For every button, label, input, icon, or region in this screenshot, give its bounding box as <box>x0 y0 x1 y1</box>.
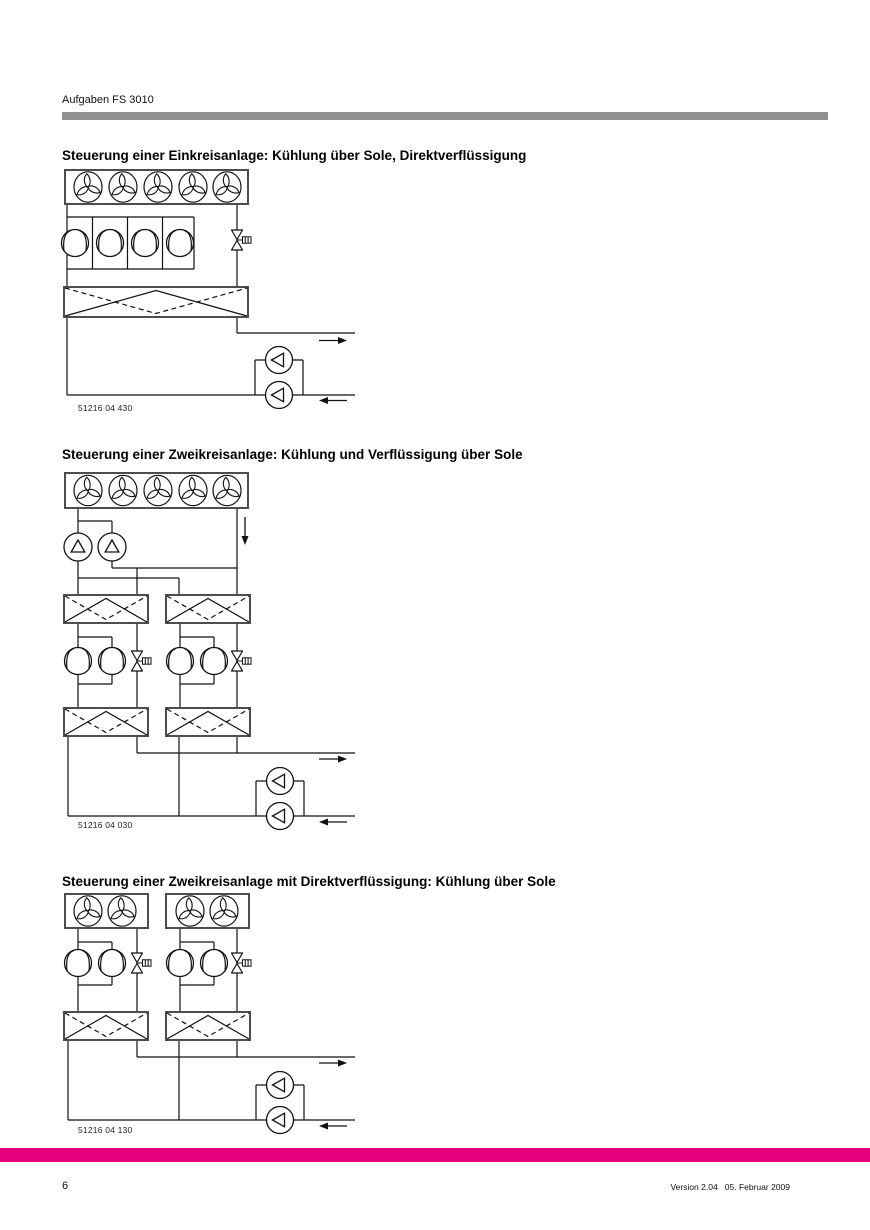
compressor-icon <box>65 648 92 675</box>
fan-icon <box>74 475 102 505</box>
pump-icon <box>98 533 126 561</box>
fan-icon <box>108 896 136 926</box>
fan-icon <box>213 475 241 505</box>
page-number: 6 <box>62 1180 69 1192</box>
pump-icon <box>266 382 293 409</box>
fan-icon <box>144 172 172 202</box>
flow-arrow-left-icon <box>319 819 347 826</box>
solenoid-valve-icon <box>132 651 152 671</box>
diagram-einkreisanlage <box>62 170 356 409</box>
pump-icon <box>266 347 293 374</box>
flow-arrow-left-icon <box>319 1123 347 1130</box>
section-heading-zweikreisanlage-sole: Steuerung einer Zweikreisanlage: Kühlung und Verflüssigung über Sole <box>62 447 523 462</box>
fan-icon <box>74 172 102 202</box>
compressor-icon <box>167 230 194 257</box>
flow-arrow-down-icon <box>242 517 249 545</box>
solenoid-valve-icon <box>232 651 252 671</box>
fan-icon <box>144 475 172 505</box>
compressor-icon <box>97 230 124 257</box>
heat-exchanger-symbol <box>64 595 148 623</box>
compressor-icon <box>99 950 126 977</box>
heat-exchanger-symbol <box>166 1012 250 1040</box>
heat-exchanger-symbol <box>64 1012 148 1040</box>
fan-icon <box>176 896 204 926</box>
fan-icon <box>74 896 102 926</box>
document-header-title: Aufgaben FS 3010 <box>62 94 154 106</box>
heat-exchanger-symbol <box>166 595 250 623</box>
fan-icon <box>109 172 137 202</box>
figure-number: 51216 04 130 <box>78 1125 133 1135</box>
flow-arrow-left-icon <box>319 397 347 404</box>
compressor-icon <box>201 648 228 675</box>
solenoid-valve-icon <box>232 230 252 250</box>
compressor-icon <box>65 950 92 977</box>
pump-icon <box>267 1107 294 1134</box>
fan-icon <box>210 896 238 926</box>
figure-number: 51216 04 430 <box>78 403 133 413</box>
compressor-icon <box>201 950 228 977</box>
heat-exchanger-symbol <box>166 708 250 736</box>
section-heading-zweikreisanlage-direkt: Steuerung einer Zweikreisanlage mit Direktverflüssigung: Kühlung über Sole <box>62 874 556 889</box>
compressor-icon <box>132 230 159 257</box>
pump-icon <box>267 1072 294 1099</box>
fan-icon <box>179 475 207 505</box>
pump-icon <box>64 533 92 561</box>
pump-icon <box>267 768 294 795</box>
compressor-icon <box>62 230 89 257</box>
compressor-icon <box>167 648 194 675</box>
fan-icon <box>213 172 241 202</box>
flow-arrow-right-icon <box>319 337 347 344</box>
compressor-icon <box>167 950 194 977</box>
heat-exchanger-symbol <box>64 708 148 736</box>
solenoid-valve-icon <box>232 953 252 973</box>
solenoid-valve-icon <box>132 953 152 973</box>
diagram-zweikreisanlage-direkt <box>64 894 355 1134</box>
footer-version-text: Version 2.04 05. Februar 2009 <box>670 1182 790 1192</box>
fan-icon <box>109 475 137 505</box>
section-heading-einkreisanlage: Steuerung einer Einkreisanlage: Kühlung über Sole, Direktverflüssigung <box>62 148 527 163</box>
figure-number: 51216 04 030 <box>78 820 133 830</box>
flow-arrow-right-icon <box>319 1060 347 1067</box>
flow-arrow-right-icon <box>319 756 347 763</box>
pump-icon <box>267 803 294 830</box>
diagram-zweikreisanlage-sole <box>64 473 355 830</box>
footer-accent-bar <box>0 1148 870 1162</box>
heat-exchanger-symbol <box>64 287 248 317</box>
compressor-icon <box>99 648 126 675</box>
fan-icon <box>179 172 207 202</box>
